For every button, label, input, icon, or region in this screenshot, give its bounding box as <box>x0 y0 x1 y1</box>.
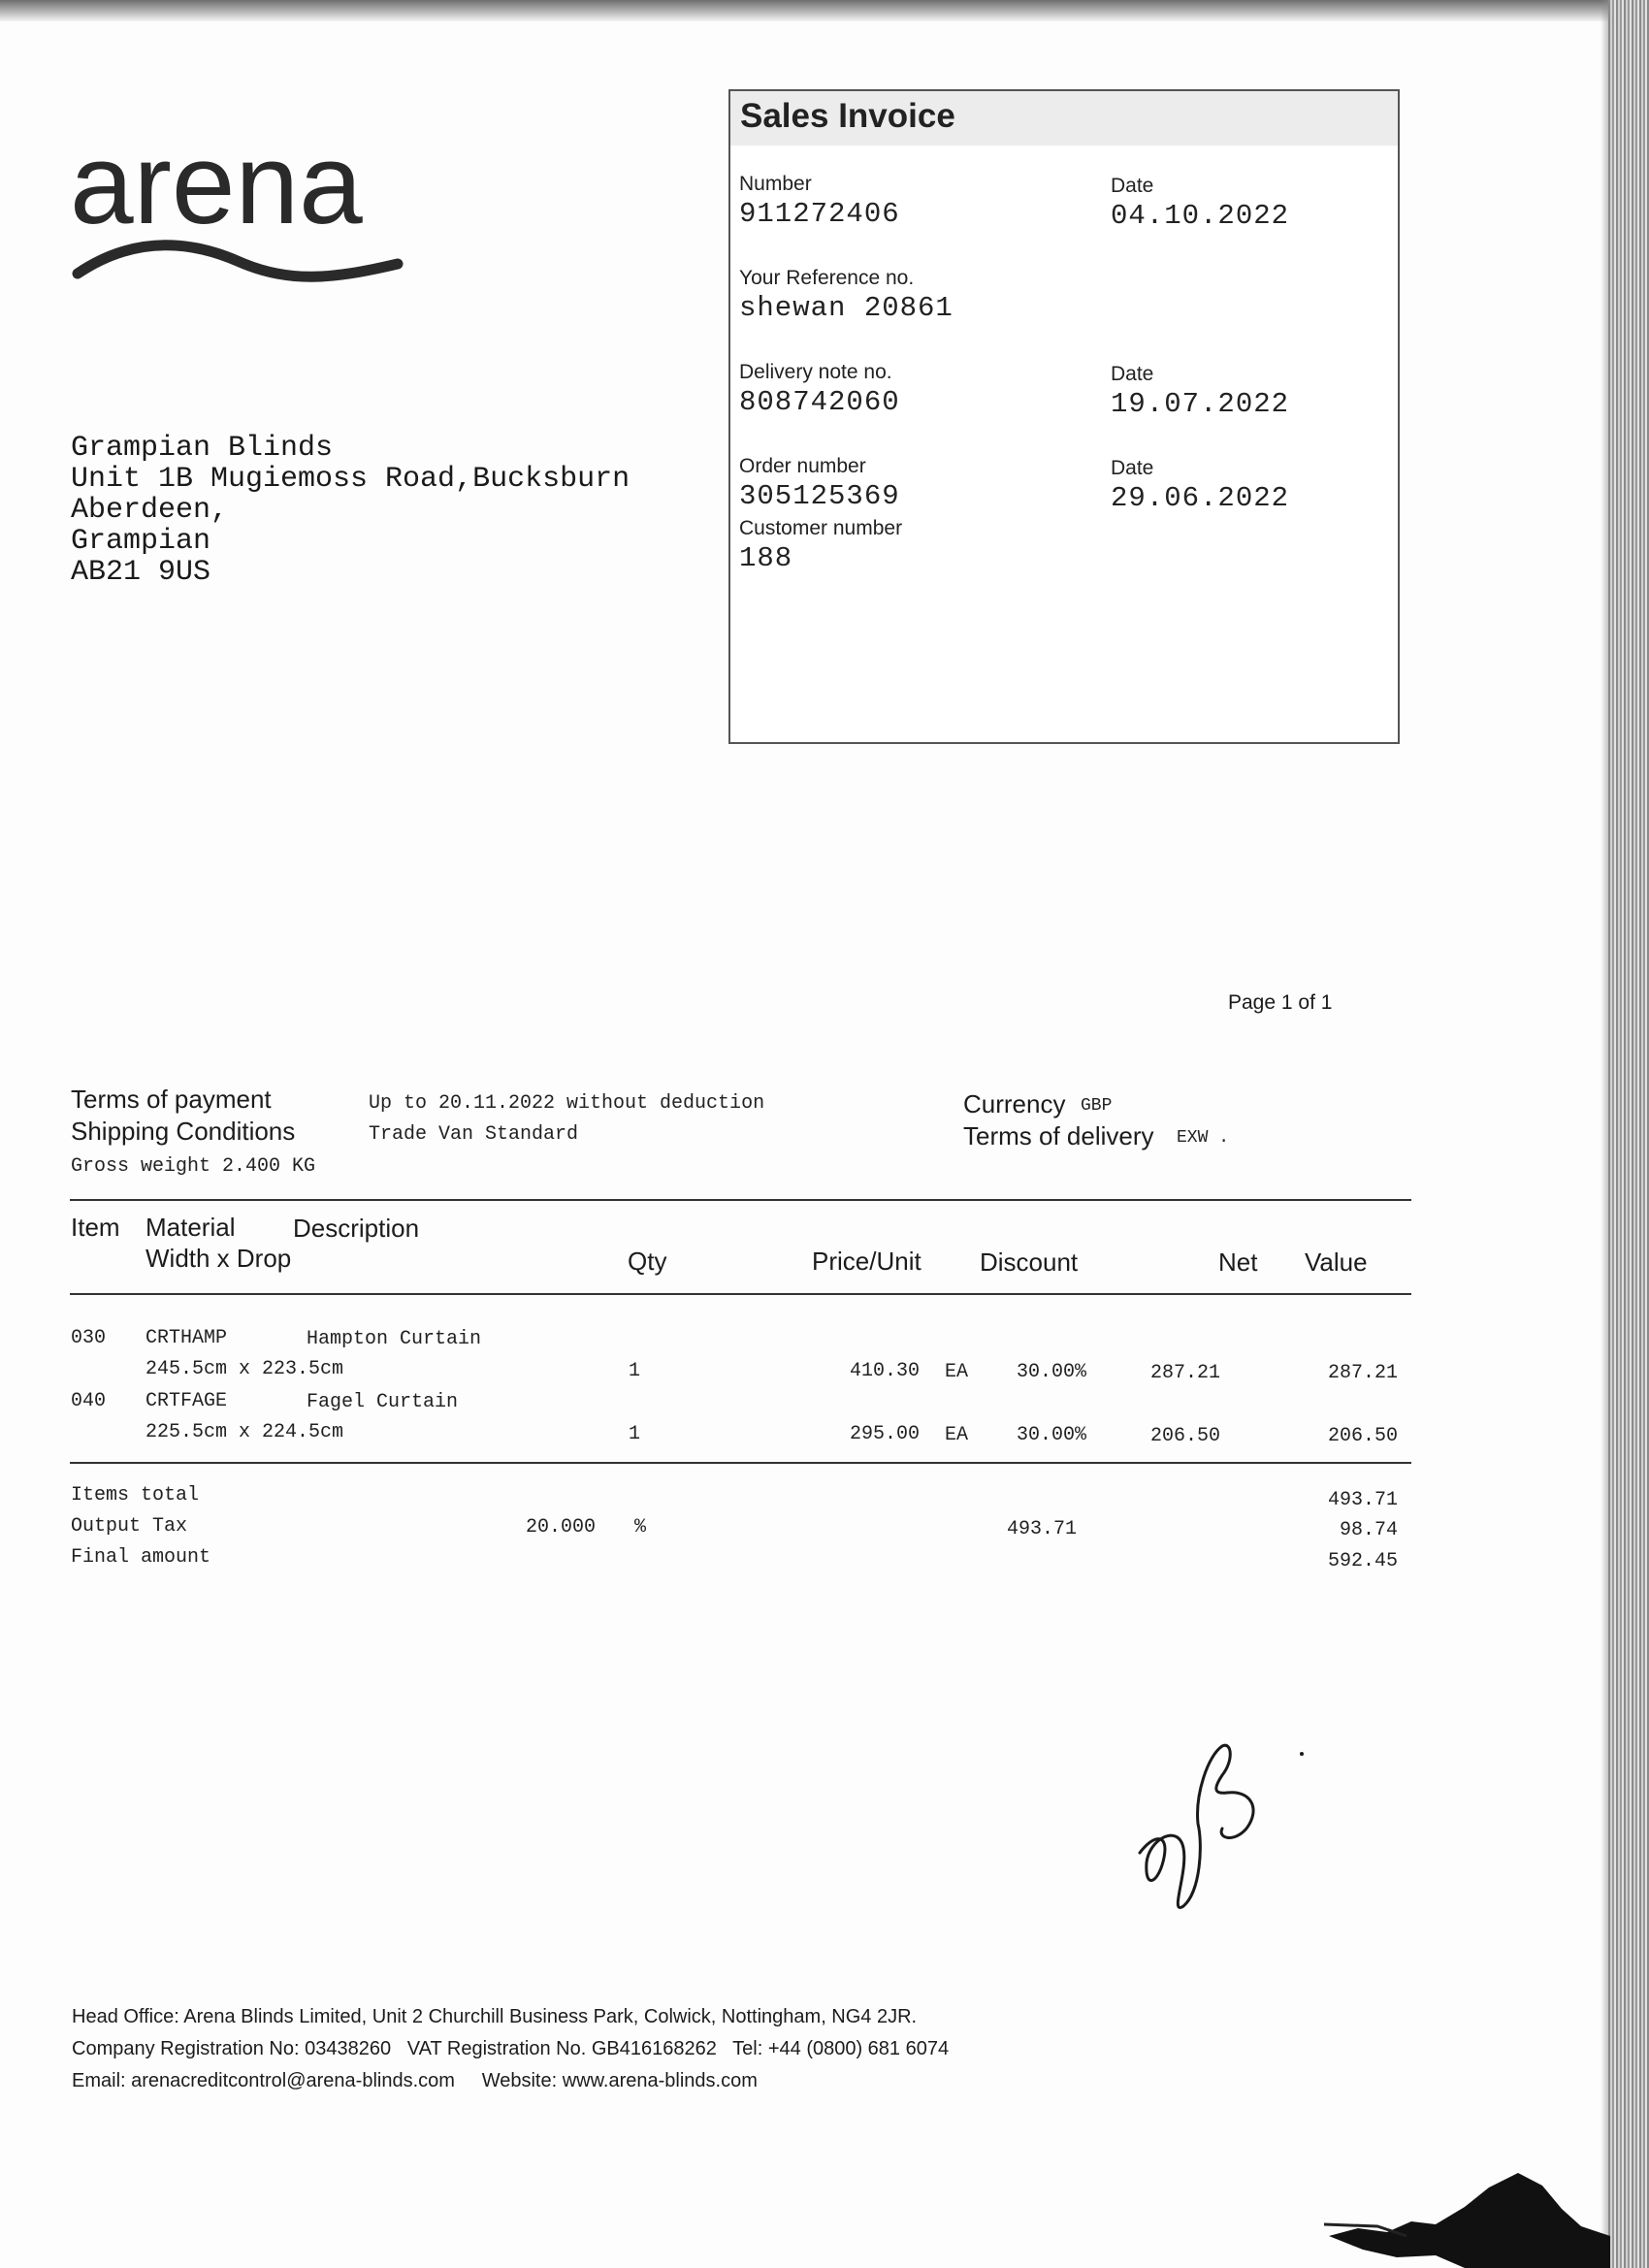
row-unit: EA <box>945 1361 969 1383</box>
row-description: Fagel Curtain <box>307 1391 459 1413</box>
address-line: Grampian Blinds <box>71 432 334 465</box>
address-line: AB21 9US <box>71 556 211 589</box>
payment-terms-value: Up to 20.11.2022 without deduction <box>369 1092 765 1115</box>
tax-rate: 20.000 <box>525 1516 596 1539</box>
currency-value: GBP <box>1081 1096 1113 1116</box>
delivery-note-label: Delivery note no. <box>739 361 892 383</box>
address-line: Grampian <box>71 525 211 558</box>
header-qty: Qty <box>628 1247 667 1276</box>
row-unit: EA <box>945 1424 969 1446</box>
row-size: 245.5cm x 223.5cm <box>146 1358 344 1380</box>
tax-value: 98.74 <box>1339 1519 1398 1541</box>
number-label: Number <box>739 173 812 195</box>
row-net: 206.50 <box>1149 1425 1220 1447</box>
page-indicator: Page 1 of 1 <box>1228 991 1333 1014</box>
items-total-label: Items total <box>71 1484 200 1507</box>
row-discount: 30.00% <box>1016 1424 1086 1446</box>
row-size: 225.5cm x 224.5cm <box>146 1421 344 1443</box>
customer-number-label: Customer number <box>739 517 903 539</box>
scan-edge-right <box>1608 0 1649 2268</box>
customer-address <box>71 433 630 588</box>
invoice-number: 911272406 <box>739 198 900 230</box>
reference-value: shewan 20861 <box>739 292 954 324</box>
arena-logo <box>70 126 409 291</box>
invoice-title: Sales Invoice <box>740 97 955 135</box>
tax-percent-sign: % <box>634 1516 647 1539</box>
header-material: Material <box>146 1213 236 1242</box>
row-item: 040 <box>71 1390 107 1412</box>
customer-number: 188 <box>739 542 793 574</box>
row-item: 030 <box>71 1327 107 1349</box>
handwritten-signature <box>1125 1736 1310 1930</box>
delivery-date-label: Date <box>1111 363 1154 385</box>
currency-label: Currency <box>963 1089 1066 1118</box>
divider <box>70 1293 1411 1295</box>
delivery-terms-label: Terms of delivery <box>963 1121 1154 1150</box>
row-qty: 1 <box>629 1360 641 1382</box>
order-date-label: Date <box>1111 457 1154 479</box>
invoice-box-header <box>730 91 1398 146</box>
row-value: 287.21 <box>1327 1362 1398 1384</box>
header-discount: Discount <box>980 1247 1079 1277</box>
row-discount: 30.00% <box>1016 1361 1086 1383</box>
header-width-drop: Width x Drop <box>146 1244 292 1273</box>
scan-edge-top <box>0 0 1649 21</box>
address-line: Aberdeen, <box>71 494 229 527</box>
row-material: CRTHAMP <box>146 1327 228 1349</box>
payment-terms-label: Terms of payment <box>71 1085 272 1114</box>
divider <box>70 1462 1411 1464</box>
final-amount-value: 592.45 <box>1327 1550 1398 1572</box>
delivery-note-number: 808742060 <box>739 386 900 418</box>
header-price-unit: Price/Unit <box>812 1247 922 1276</box>
tax-base: 493.71 <box>1006 1518 1077 1540</box>
header-net: Net <box>1218 1247 1258 1277</box>
divider <box>70 1199 1411 1201</box>
logo-text: arena <box>70 126 363 248</box>
row-net: 287.21 <box>1149 1362 1220 1384</box>
row-material: CRTFAGE <box>146 1390 228 1412</box>
header-description: Description <box>293 1214 420 1243</box>
order-number: 305125369 <box>739 480 900 512</box>
shipping-conditions-value: Trade Van Standard <box>369 1123 579 1146</box>
row-value: 206.50 <box>1327 1425 1398 1447</box>
row-qty: 1 <box>629 1423 641 1445</box>
row-price: 410.30 <box>849 1360 920 1382</box>
shipping-conditions-label: Shipping Conditions <box>71 1117 296 1146</box>
gross-weight: Gross weight 2.400 KG <box>71 1155 316 1178</box>
footer-head-office: Head Office: Arena Blinds Limited, Unit 2 Churchill Business Park, Colwick, Nottingham, NG4 2JR. <box>72 2006 918 2027</box>
footer-contact: Email: arenacreditcontrol@arena-blinds.com Website: www.arena-blinds.com <box>72 2070 758 2091</box>
order-date: 29.06.2022 <box>1111 482 1290 514</box>
order-number-label: Order number <box>739 455 866 477</box>
header-value: Value <box>1305 1247 1368 1277</box>
address-line: Unit 1B Mugiemoss Road,Bucksburn <box>71 463 630 496</box>
invoice-date: 04.10.2022 <box>1111 200 1290 232</box>
sales-invoice-box <box>728 89 1400 744</box>
delivery-date: 19.07.2022 <box>1111 388 1290 420</box>
output-tax-label: Output Tax <box>71 1515 188 1538</box>
row-price: 295.00 <box>849 1423 920 1445</box>
footer-registration: Company Registration No: 03438260 VAT Registration No. GB416168262 Tel: +44 (0800) 681 6074 <box>72 2038 950 2059</box>
scan-smudge <box>1319 2168 1610 2268</box>
reference-label: Your Reference no. <box>739 267 915 289</box>
logo-wave <box>78 245 398 277</box>
delivery-terms-value: EXW . <box>1177 1128 1230 1148</box>
invoice-date-label: Date <box>1111 175 1154 197</box>
row-description: Hampton Curtain <box>307 1328 482 1350</box>
header-item: Item <box>71 1213 120 1242</box>
items-total-value: 493.71 <box>1327 1489 1398 1511</box>
final-amount-label: Final amount <box>71 1546 211 1569</box>
